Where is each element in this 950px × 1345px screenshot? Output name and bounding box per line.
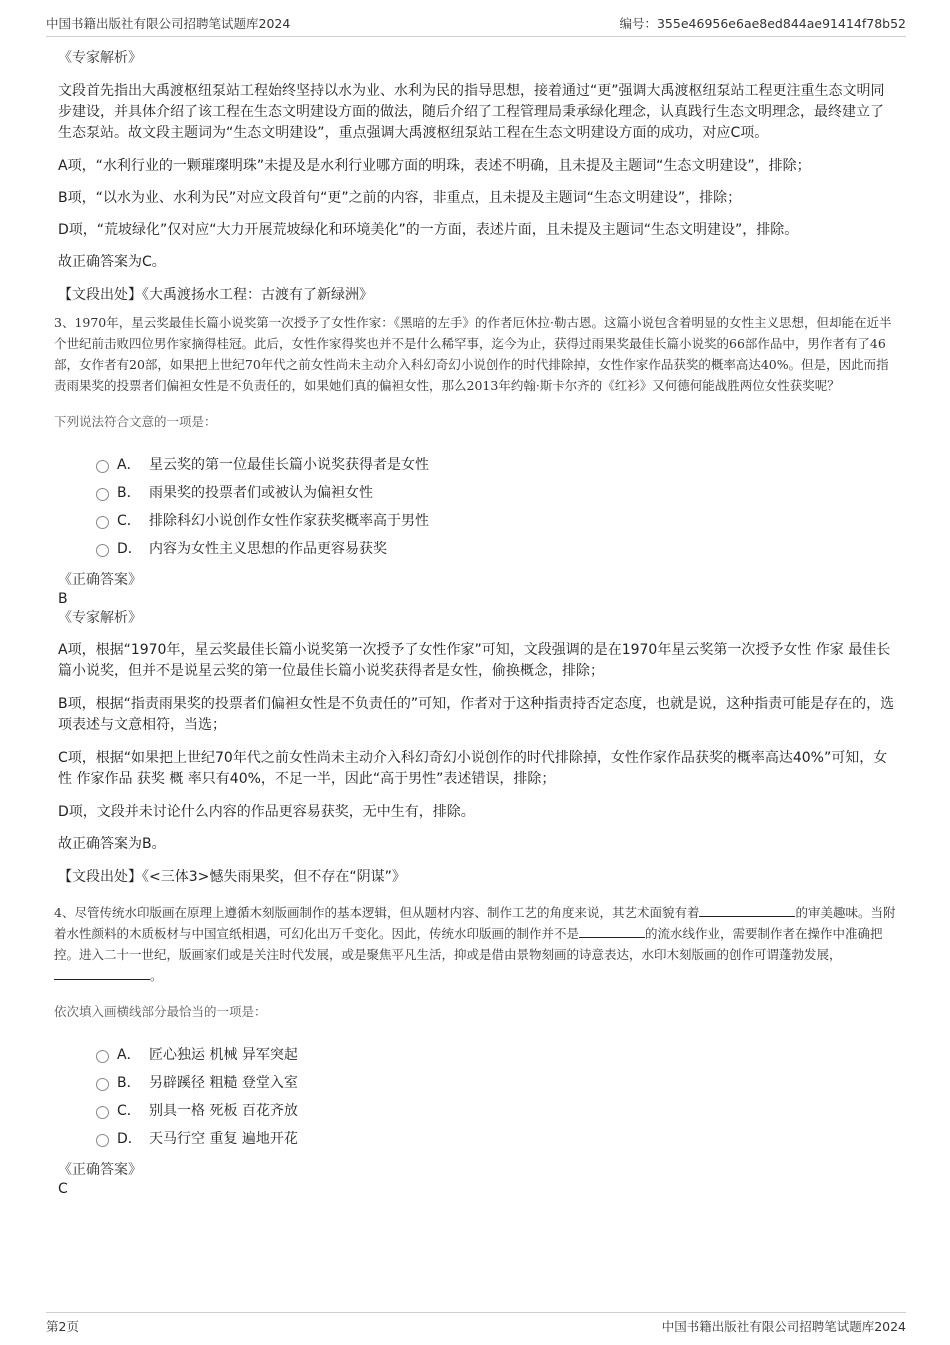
fill-blank-1 <box>699 904 795 917</box>
q2-analysis-option-d: D项，“荒坡绿化”仅对应“大力开展荒坡绿化和环境美化”的一方面，表述片面，且未提及主题词“生态文明建设”，排除。 <box>58 222 799 238</box>
q4-stem: 4、尽管传统水印版画在原理上遵循木刻版画制作的基本逻辑，但从题材内容、制作工艺的角度来说，其艺术面貌有着 的审美趣味。当附着水性颜料的木质板材与中国宣纸相遇，可幻化出万千变化。因此，传统水印版画的制作并不是 的流水线作业，需要制作者在操作中准确把控。进入二十一世纪，版画家们或是关注时代发展，或是聚焦平凡生活，抑或是借由景物刻画的诗意表达，水印木刻版画的创作可谓蓬勃发展，。 <box>54 905 896 983</box>
header-title: 中国书籍出版社有限公司招聘笔试题库2024 <box>46 16 291 31</box>
q4-option-b[interactable]: B． 另辟蹊径 粗糙 登堂入室 <box>96 1068 896 1096</box>
q3-analysis-option-a: A项，根据“1970年，星云奖最佳长篇小说奖第一次授予了女性作家”可知，文段强调的是在1970年星云奖第一次授予女性 作家 最佳长篇小说奖，但并不是说星云奖的第一位最佳长篇小说奖获得者是女性，偷换概念，排除； <box>58 642 891 679</box>
radio-icon[interactable] <box>96 516 109 529</box>
q3-conclusion: 故正确答案为B。 <box>58 836 166 852</box>
q3-analysis-label: 《专家解析》 <box>58 610 142 626</box>
q3-option-b[interactable]: B． 雨果奖的投票者们或被认为偏袒女性 <box>96 478 896 506</box>
radio-icon[interactable] <box>96 488 109 501</box>
q3-stem: 3、1970年，星云奖最佳长篇小说奖第一次授予了女性作家：《黑暗的左手》的作者厄休拉·勒古恩。这篇小说包含着明显的女性主义思想，但却能在近半个世纪前击败四位男作家摘得桂冠。此后，女性作家得奖也并不是什么稀罕事，迄今为止，获得过雨果奖最佳长篇小说奖的66部作品中，男作者有了46部，女作者有20部，如果把上世纪70年代之前女性尚未主动介入科幻奇幻小说创作的时代排除掉，女性作家作品获奖的概率高达40%。但是，因此而指责雨果奖的投票者们偏袒女性是不负责任的，如果她们真的偏袒女性，那么2013年约翰·斯卡尔齐的《红衫》又何德何能战胜两位女性获奖呢？ <box>54 315 892 393</box>
footer-title: 中国书籍出版社有限公司招聘笔试题库2024 <box>661 1319 906 1334</box>
q2-conclusion: 故正确答案为C。 <box>58 254 166 270</box>
page-header <box>46 14 906 37</box>
q3-option-d[interactable]: D． 内容为女性主义思想的作品更容易获奖 <box>96 534 896 562</box>
q3-prompt: 下列说法符合文意的一项是： <box>54 414 217 429</box>
q2-analysis-summary: 文段首先指出大禹渡枢纽泵站工程始终坚持以水为业、水利为民的指导思想，接着通过“更”强调大禹渡枢纽泵站工程更注重生态文明同步建设，并具体介绍了该工程在生态文明建设方面的做法，随后介绍了工程管理局秉承绿化理念，认真践行生态文明理念，最终建立了生态泵站。故文段主题词为“生态文明建设”，重点强调大禹渡枢纽泵站工程在生态文明建设方面的成功，对应C项。 <box>58 83 885 141</box>
q3-answer: B <box>58 591 68 607</box>
q4-answer: C <box>58 1181 68 1197</box>
q3-option-a[interactable]: A． 星云奖的第一位最佳长篇小说奖获得者是女性 <box>96 450 896 478</box>
q3-answer-label: 《正确答案》 <box>58 572 142 588</box>
radio-icon[interactable] <box>96 1134 109 1147</box>
q3-analysis-option-d: D项，文段并未讨论什么内容的作品更容易获奖，无中生有，排除。 <box>58 804 475 820</box>
q3-source: 【文段出处】《<三体3>憾失雨果奖，但不存在“阴谋”》 <box>58 869 406 885</box>
q2-analysis-option-b: B项，“以水为业、水利为民”对应文段首句“更”之前的内容，非重点，且未提及主题词“生态文明建设”，排除； <box>58 190 742 206</box>
q4-options <box>58 1040 896 1152</box>
q4-option-a[interactable]: A． 匠心独运 机械 异军突起 <box>96 1040 896 1068</box>
fill-blank-2 <box>579 925 645 938</box>
q2-analysis-label: 《专家解析》 <box>58 50 142 66</box>
fill-blank-3 <box>54 967 150 980</box>
q2-source: 【文段出处】《大禹渡扬水工程：古渡有了新绿洲》 <box>58 287 373 303</box>
q3-analysis-option-b: B项，根据“指责雨果奖的投票者们偏袒女性是不负责任的”可知，作者对于这种指责持否定态度，也就是说，这种指责可能是存在的，选项表述与文意相符，当选； <box>58 696 895 733</box>
radio-icon[interactable] <box>96 1106 109 1119</box>
q2-analysis-option-a: A项，“水利行业的一颗璀璨明珠”未提及是水利行业哪方面的明珠，表述不明确，且未提及主题词“生态文明建设”，排除； <box>58 158 811 174</box>
q3-analysis-option-c: C项，根据“如果把上世纪70年代之前女性尚未主动介入科幻奇幻小说创作的时代排除掉，女性作家作品获奖的概率高达40%”可知，女性 作家作品 获奖 概 率只有40%，不足一半，因此“高于男性”表述错误，排除； <box>58 750 888 787</box>
q4-option-c[interactable]: C． 别具一格 死板 百花齐放 <box>96 1096 896 1124</box>
radio-icon[interactable] <box>96 460 109 473</box>
q3-option-c[interactable]: C． 排除科幻小说创作女性作家获奖概率高于男性 <box>96 506 896 534</box>
radio-icon[interactable] <box>96 544 109 557</box>
page-footer <box>46 1312 906 1335</box>
radio-icon[interactable] <box>96 1078 109 1091</box>
header-serial-number: 编号：355e46956e6ae8ed844ae91414f78b52 <box>619 16 906 31</box>
radio-icon[interactable] <box>96 1050 109 1063</box>
page-number: 第2页 <box>46 1319 79 1334</box>
q4-answer-label: 《正确答案》 <box>58 1162 142 1178</box>
q4-option-d[interactable]: D． 天马行空 重复 遍地开花 <box>96 1124 896 1152</box>
q4-prompt: 依次填入画横线部分最恰当的一项是： <box>54 1004 267 1019</box>
q3-options <box>58 450 896 562</box>
page-content <box>54 48 896 1198</box>
